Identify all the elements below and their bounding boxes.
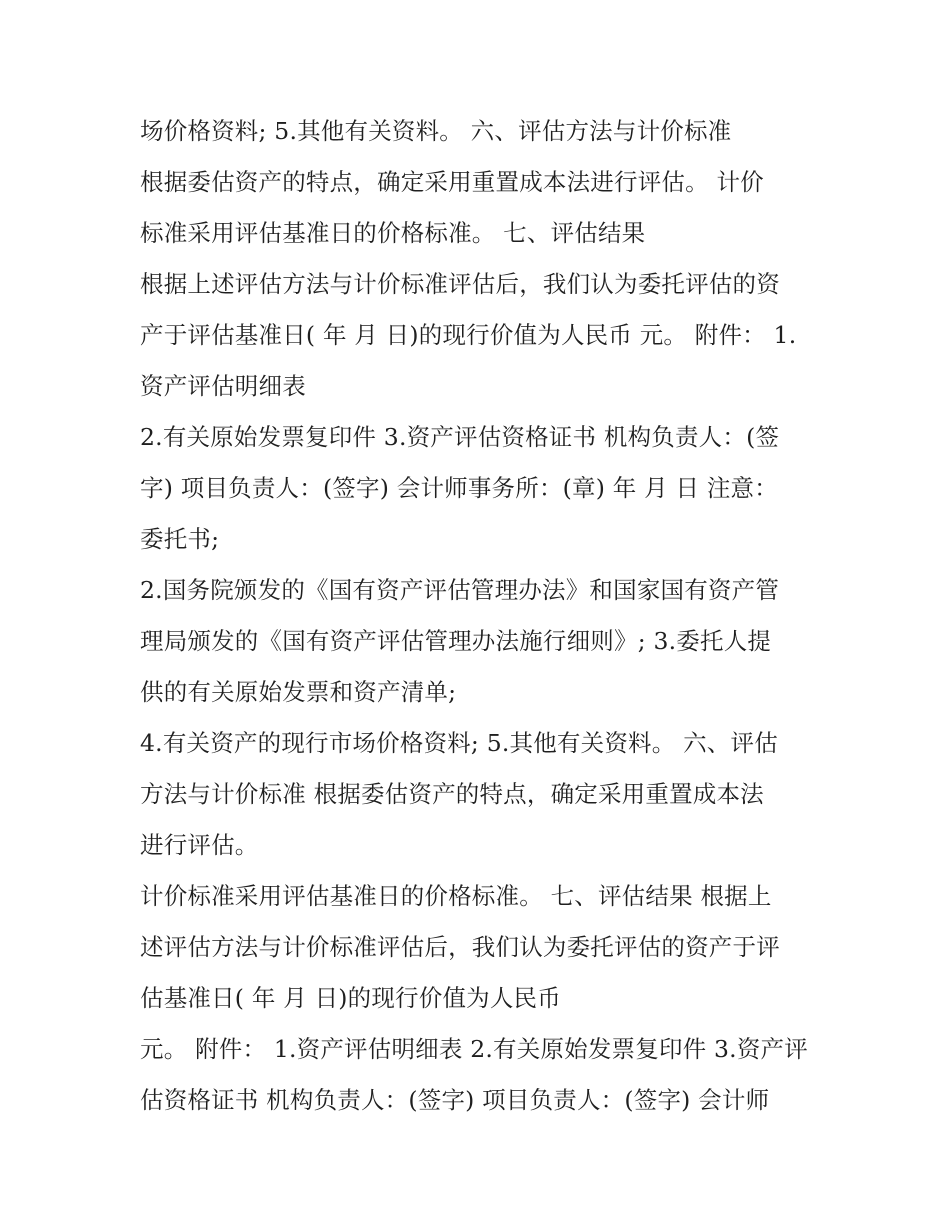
text-line: 4.有关资产的现行市场价格资料; 5.其他有关资料。 六、评估 bbox=[140, 729, 778, 757]
text-line: 进行评估。 bbox=[140, 831, 259, 859]
text-line: 产于评估基准日( 年 月 日)的现行价值为人民币 元。 附件： 1. bbox=[140, 321, 797, 349]
text-line: 方法与计价标准 根据委估资产的特点，确定采用重置成本法 bbox=[140, 780, 764, 808]
text-line: 场价格资料; 5.其他有关资料。 六、评估方法与计价标准 bbox=[140, 117, 732, 145]
text-line: 根据上述评估方法与计价标准评估后，我们认为委托评估的资 bbox=[140, 270, 780, 298]
text-line: 2.国务院颁发的《国有资产评估管理办法》和国家国有资产管 bbox=[140, 576, 780, 604]
text-line: 字) 项目负责人：(签字) 会计师事务所：(章) 年 月 日 注意： bbox=[140, 474, 778, 502]
text-line: 标准采用评估基准日的价格标准。 七、评估结果 bbox=[140, 219, 646, 247]
text-line: 资产评估明细表 bbox=[140, 372, 306, 400]
document-body bbox=[140, 106, 820, 1126]
text-line: 计价标准采用评估基准日的价格标准。 七、评估结果 根据上 bbox=[140, 882, 772, 910]
text-line: 理局颁发的《国有资产评估管理办法施行细则》; 3.委托人提 bbox=[140, 627, 772, 655]
text-line: 述评估方法与计价标准评估后，我们认为委托评估的资产于评 bbox=[140, 933, 780, 961]
text-line: 委托书; bbox=[140, 525, 220, 553]
text-line: 2.有关原始发票复印件 3.资产评估资格证书 机构负责人：(签 bbox=[140, 423, 780, 451]
text-line: 估基准日( 年 月 日)的现行价值为人民币 bbox=[140, 984, 561, 1012]
text-line: 元。 附件： 1.资产评估明细表 2.有关原始发票复印件 3.资产评 bbox=[140, 1035, 808, 1063]
text-line: 估资格证书 机构负责人：(签字) 项目负责人：(签字) 会计师 bbox=[140, 1086, 770, 1114]
text-line: 根据委估资产的特点，确定采用重置成本法进行评估。 计价 bbox=[140, 168, 764, 196]
text-line: 供的有关原始发票和资产清单; bbox=[140, 678, 457, 706]
